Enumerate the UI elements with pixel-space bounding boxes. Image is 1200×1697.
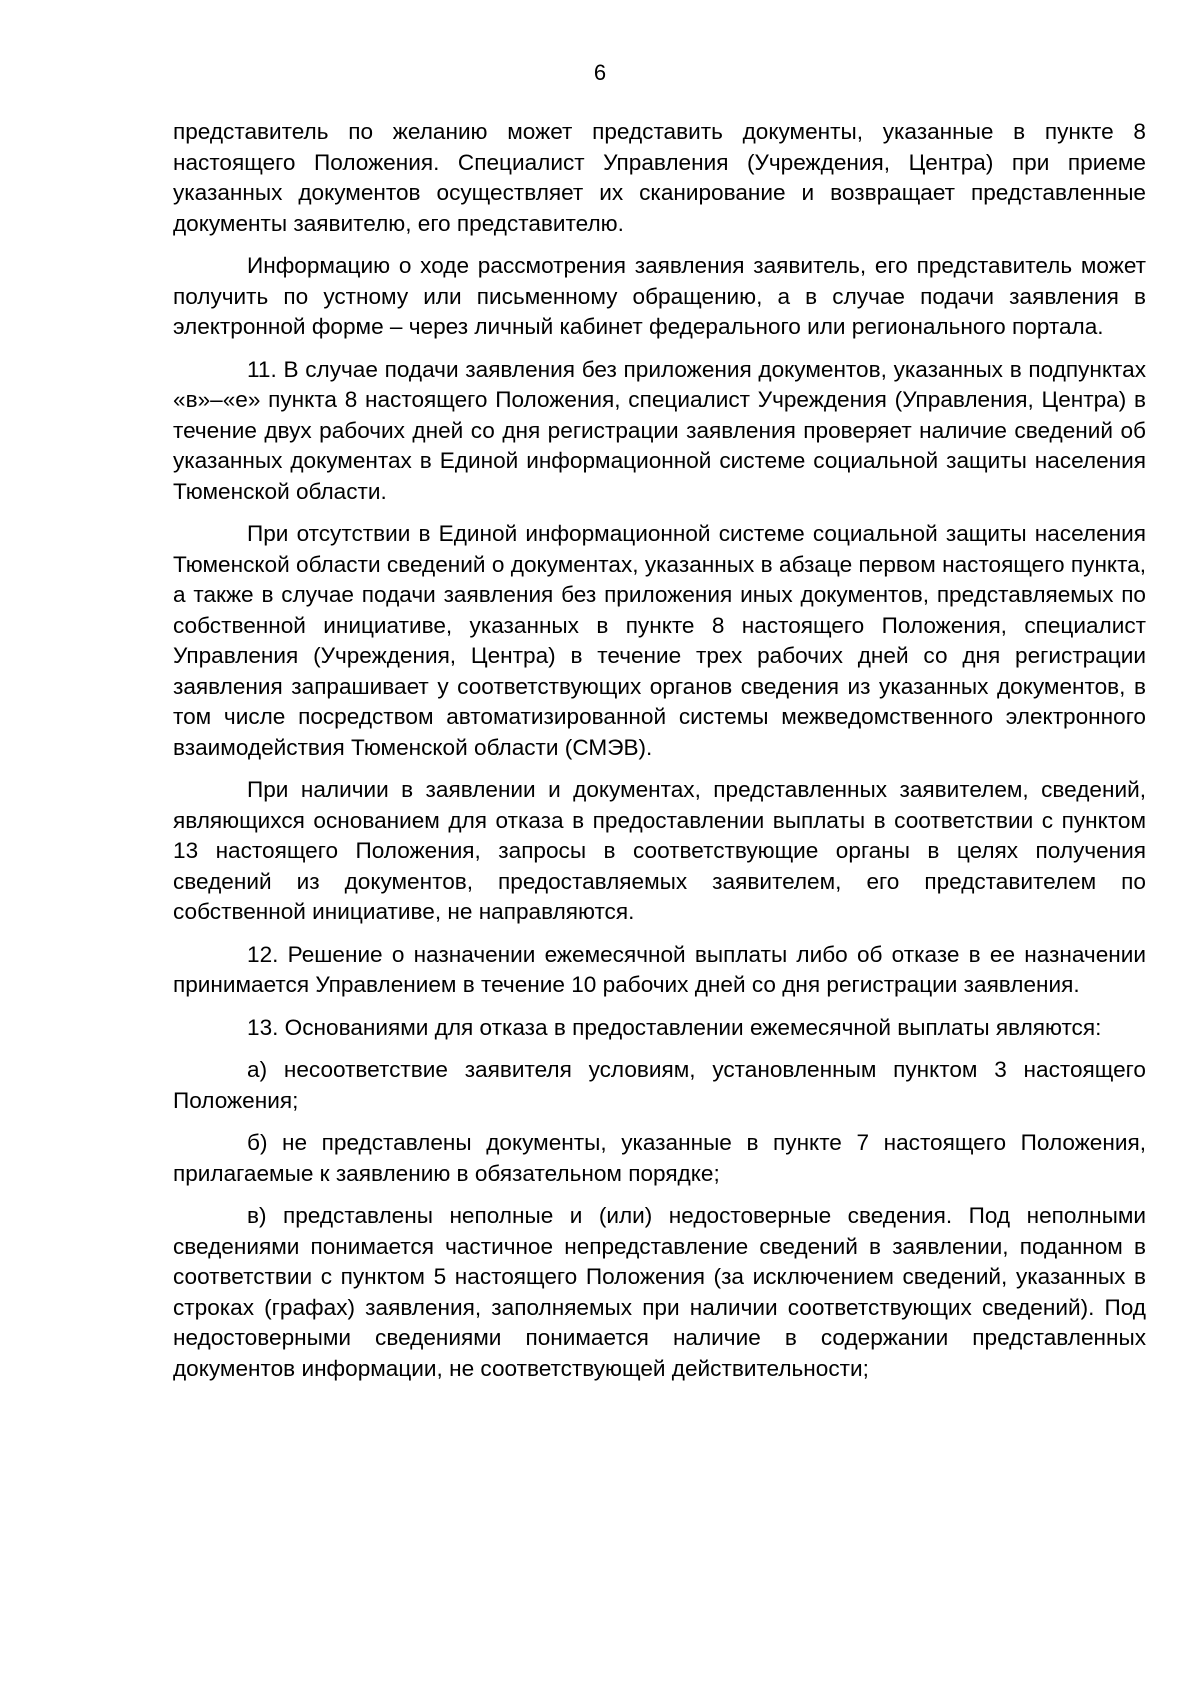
- paragraph-item-11-requests: При отсутствии в Единой информационной системе социальной защиты населения Тюменской области сведений о документах, указанных в абзаце первом настоящего пункта, а также в случае подачи заявления без приложения иных документов, представляемых по собственной инициативе, указанных в пункте 8 настоящего Положения, специалист Управления (Учреждения, Центра) в течение трех рабочих дней со дня регистрации заявления запрашивает у соответствующих органов сведения из указанных документов, в том числе посредством автоматизированной системы межведомственного электронного взаимодействия Тюменской области (СМЭВ).: [173, 521, 1146, 760]
- paragraph-item-13-a: а) несоответствие заявителя условиям, установленным пунктом 3 настоящего Положения;: [173, 1057, 1146, 1113]
- page-number: 6: [593, 60, 607, 85]
- paragraph-item-13-v: в) представлены неполные и (или) недостоверные сведения. Под неполными сведениями понимается частичное непредставление сведений в заявлении, поданном в соответствии с пунктом 5 настоящего Положения (за исключением сведений, указанных в строках (графах) заявления, заполняемых при наличии соответствующих сведений). Под недостоверными сведениями понимается наличие в содержании представленных документов информации, не соответствующей действительности;: [173, 1203, 1146, 1381]
- paragraph-item-13-b: б) не представлены документы, указанные в пункте 7 настоящего Положения, прилагаемые к заявлению в обязательном порядке;: [173, 1130, 1146, 1186]
- paragraph-status-info: Информацию о ходе рассмотрения заявления заявитель, его представитель может получить по устному или письменному обращению, а в случае подачи заявления в электронной форме – через личный кабинет федерального или регионального портала.: [173, 253, 1146, 339]
- paragraph-item-11-no-requests: При наличии в заявлении и документах, представленных заявителем, сведений, являющихся основанием для отказа в предоставлении выплаты в соответствии с пунктом 13 настоящего Положения, запросы в соответствующие органы в целях получения сведений из документов, предоставляемых заявителем, его представителем по собственной инициативе, не направляются.: [173, 777, 1146, 924]
- paragraph-item-12: 12. Решение о назначении ежемесячной выплаты либо об отказе в ее назначении принимается Управлением в течение 10 рабочих дней со дня регистрации заявления.: [173, 941, 1146, 997]
- paragraph-item-11: 11. В случае подачи заявления без приложения документов, указанных в подпунктах «в»–«е» пункта 8 настоящего Положения, специалист Учреждения (Управления, Центра) в течение двух рабочих дней со дня регистрации заявления проверяет наличие сведений об указанных документах в Единой информационной системе социальной защиты населения Тюменской области.: [173, 356, 1146, 504]
- paragraph-item-13: 13. Основаниями для отказа в предоставлении ежемесячной выплаты являются:: [247, 1014, 1102, 1040]
- document-body: [173, 117, 1146, 1396]
- paragraph-continuation: представитель по желанию может представить документы, указанные в пункте 8 настоящего Положения. Специалист Управления (Учреждения, Центра) при приеме указанных документов осуществляет их сканирование и возвращает представленные документы заявителю, его представителю.: [173, 119, 1146, 236]
